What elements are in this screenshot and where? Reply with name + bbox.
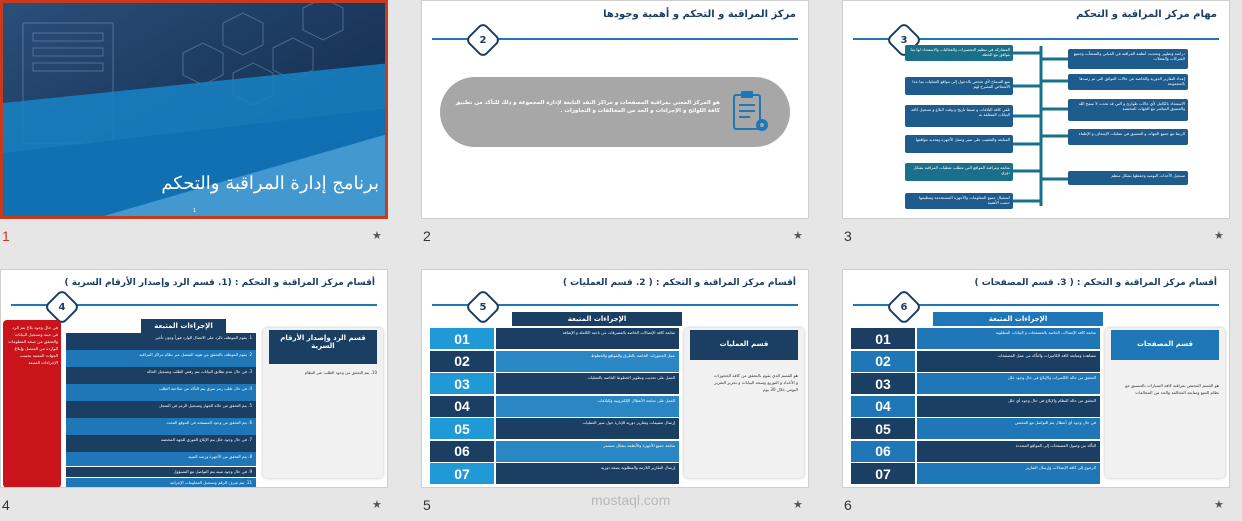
procedure-step: عمل الحجوزات الخاصة بالطرق والمواقع والخطوط [496, 351, 679, 372]
transition-star-icon: ★ [793, 229, 803, 242]
row-number: 01 [851, 328, 915, 349]
slide-number: 6 [844, 497, 852, 513]
transition-star-icon: ★ [1214, 229, 1224, 242]
slide-number: 3 [844, 228, 852, 244]
task-box: المتابعة والتعقيب على سير وعمل الأجهزة وتحديد مواقعها [905, 135, 1013, 153]
procedures-header: الإجراءات المتبعة [933, 312, 1103, 326]
slide-title: أقسام مركز المراقبة و التحكم : ( 2. قسم العمليات ) [562, 278, 796, 288]
watermark-text: mostaql.com [591, 492, 671, 508]
procedure-step: 4. في حال طلب رمز سري يتم التأكد من صلاحية الطلب [66, 384, 256, 405]
procedure-step: العمل على تحديث وتطوير الخطوط الخاصة بالعمليات [496, 373, 679, 394]
slide-marker: 1 [193, 208, 197, 214]
procedure-step: متابعة جميع الأجهزة والأنظمة بشكل مستمر [496, 441, 679, 462]
procedures-header: الإجراءات المتبعة [512, 312, 682, 326]
row-number: 07 [430, 463, 494, 484]
transition-star-icon: ★ [372, 498, 382, 511]
row-number: 04 [430, 396, 494, 417]
transition-star-icon: ★ [372, 229, 382, 242]
procedure-step: مشاهدة ومتابعة كافة الكاميرات والتأكد من عمل المصفحات [917, 351, 1100, 372]
procedure-step: متابعة كافة الإتصالات الخاصة بالمصرفات من ناحية الكاملة و الإضافة [496, 328, 679, 349]
slide-title: أقسام مركز المراقبة و التحكم : ( 3. قسم المصفحات ) [974, 278, 1217, 288]
slide-title: أقسام مركز المراقبة و التحكم : (1. قسم الرد وإصدار الأرقام السرية ) [64, 278, 375, 288]
slide-frame[interactable] [842, 269, 1230, 488]
procedure-step: في حال وجود أي أعطال يتم التواصل مع المختص [917, 418, 1100, 439]
task-box: منع السماح لأي شخص بالدخول إلى مواقع العمليات بما عدا الأشخاص المصرح لهم [905, 77, 1013, 95]
definition-text: هو المركز المعني بمراقبة المصفحات و مراكز النقد التابعة لإدارة المجموعة و ذلك للتأكد من تطبيق كافة اللوائح و الإجراءات و الحد من المخالفات و التجاوزات . [455, 100, 720, 114]
procedure-step: إرسال تعميمات وتقارير دورية للإدارة حول سير العمليات [496, 418, 679, 439]
procedure-step: 5. يتم التحقق من حالة الجهاز وتسجيل الرمز في السجل [66, 401, 256, 422]
task-box: تلقي كافة البلاغات و ضبط تاريخ و وقت البلاغ و تسجيل كافة البيانات المتعلقة به [905, 105, 1013, 127]
row-number: 06 [430, 441, 494, 462]
slide-frame[interactable] [421, 0, 809, 219]
row-number: 03 [430, 373, 494, 394]
slide-hex-badge: 4 [44, 289, 81, 326]
slide-hex-badge: 5 [465, 289, 502, 326]
row-number: 02 [430, 351, 494, 372]
row-number: 04 [851, 396, 915, 417]
row-number: 05 [851, 418, 915, 439]
task-box: متابعة ومراقبة المواقع التي تتطلب تغطيات المراقبة بشكل دوري [905, 163, 1013, 181]
task-box: استقبال جميع المعلومات والأجهزة المستخدمة وتنظيمها حسب الأهمية [905, 193, 1013, 209]
procedure-step: 3. في حال عدم تطابق البيانات يتم رفض الطلب وتسجيل الحالة [66, 367, 256, 388]
procedure-step: التحقق من حالة النظام والإبلاغ في حال وجود أي خلل [917, 396, 1100, 417]
slide-number: 1 [2, 228, 10, 244]
row-number: 06 [851, 441, 915, 462]
procedure-step: التأكد من وصول المصفحات إلى المواقع المحددة [917, 441, 1100, 462]
procedure-step: 2. يقوم الموظف بالتحقق من هوية المتصل عبر نظام مراكز المراقبة [66, 350, 256, 371]
procedure-step: 7. في حال وجود خلل يتم الإبلاغ الفوري للجهة المختصة [66, 435, 256, 456]
procedure-step: العمل على متابعة الأعطال الإلكترونية والبلاغات [496, 396, 679, 417]
transition-star-icon: ★ [793, 498, 803, 511]
procedure-step: 6. يتم التحقق من وجود المصفحة في الموقع المحدد [66, 418, 256, 439]
task-box: الربط مع جميع الجهات و التنسيق في عمليات الإسعاف و الإطفاء [1068, 129, 1188, 145]
procedure-step: التحقق من حالة الكاميرات والإبلاغ في حال وجود خلل [917, 373, 1100, 394]
slide-hex-badge: 6 [886, 289, 923, 326]
task-box: المشاركة في تنظيم التحضيرات والفعاليات والاستعداد لها بما يتوافق مع الخطة [905, 45, 1013, 61]
slide-frame[interactable] [421, 269, 809, 488]
procedure-step: 8. يتم التحقق من الأجهزة ورصد التنبيه [66, 452, 256, 466]
slide-title: مركز المراقبة و التحكم و أهمية وجودها [603, 9, 796, 20]
slide-hex-badge: 2 [465, 22, 502, 59]
row-number: 03 [851, 373, 915, 394]
presentation-title: برنامج إدارة المراقبة والتحكم [161, 173, 379, 194]
department-description: 10. يتم التحقق من وجود الطلب عبر النظام [304, 370, 377, 375]
procedure-step: 1. يقوم الموظف بالرد على الاتصال الوارد فوراً ودون تأخير [66, 333, 256, 354]
department-name: قسم العمليات [690, 330, 798, 360]
slide-frame[interactable] [0, 0, 388, 219]
slide-frame[interactable] [842, 0, 1230, 219]
department-name: قسم المصفحات [1111, 330, 1219, 360]
procedures-header: الإجراءات المتبعة [141, 319, 226, 333]
side-note-text: في حال وجود بلاغ يتم الرد في حينه وتسجيل البيانات والتحقق من صحة المعلومات الواردة من المتصل وإبلاغ الجهات المعنية بحسب الإجراءات المتبعة [8, 325, 58, 365]
slide-hex-badge: 3 [886, 22, 923, 59]
task-box: إعداد التقارير الدورية والخاصة عن حالات العوائق التي تم رصدها بالمجموعة [1068, 74, 1188, 90]
procedure-step: إرسال التقارير اللازمة والمطلوبة بصفة دورية [496, 463, 679, 484]
row-number: 01 [430, 328, 494, 349]
department-description: هو القسم الذي يقوم بالتحقق من كافة الحجوزات و الأعداد و التوزيع وصحة البيانات و تحرير التقرير اليومي خلال 30 يوم [713, 373, 798, 392]
clipboard-gear-icon [732, 89, 772, 135]
department-description: هو القسم المختص بمراقبة كافة السيارات بالتنسيق مع نظام التتبع ومتابعة المخالفة والحد من المخالفات [1125, 383, 1219, 395]
slide-number: 4 [2, 497, 10, 513]
transition-star-icon: ★ [1214, 498, 1224, 511]
slide-frame[interactable] [0, 269, 388, 488]
procedure-step: 11. يتم صرف الرقم وتسجيل المعلومات الإجرائية [66, 478, 256, 488]
task-box: تسجيل الأحداث اليومية وحفظها بشكل منظم [1068, 171, 1188, 185]
slide-title: مهام مركز المراقبة و التحكم [1076, 9, 1217, 20]
task-box: دراسة وتطوير وتحديث أنظمة المراقبة في المباني والمنشآت وجميع الشركات والمحلات [1068, 49, 1188, 69]
row-number: 07 [851, 463, 915, 484]
department-name: قسم الرد وإصدار الأرقام السرية [269, 330, 377, 364]
row-number: 02 [851, 351, 915, 372]
row-number: 05 [430, 418, 494, 439]
procedure-step: الرجوع إلى كافة الإتصالات وإرسال التقارير [917, 463, 1100, 484]
slide-number: 5 [423, 497, 431, 513]
procedure-step: متابعة كافة الإتصالات الخاصة بالمصفحات و البيانات المطلوبة [917, 328, 1100, 349]
task-box: الاستعداد بالكامل لأي حالات طوارئ و التي قد تحدث لا سمح الله والتنسيق المباشر مع الجهات المختصة [1068, 99, 1188, 121]
procedure-step: 9. في حال وجود تنبيه يتم التواصل مع المسؤول [66, 467, 256, 477]
slide-number: 2 [423, 228, 431, 244]
